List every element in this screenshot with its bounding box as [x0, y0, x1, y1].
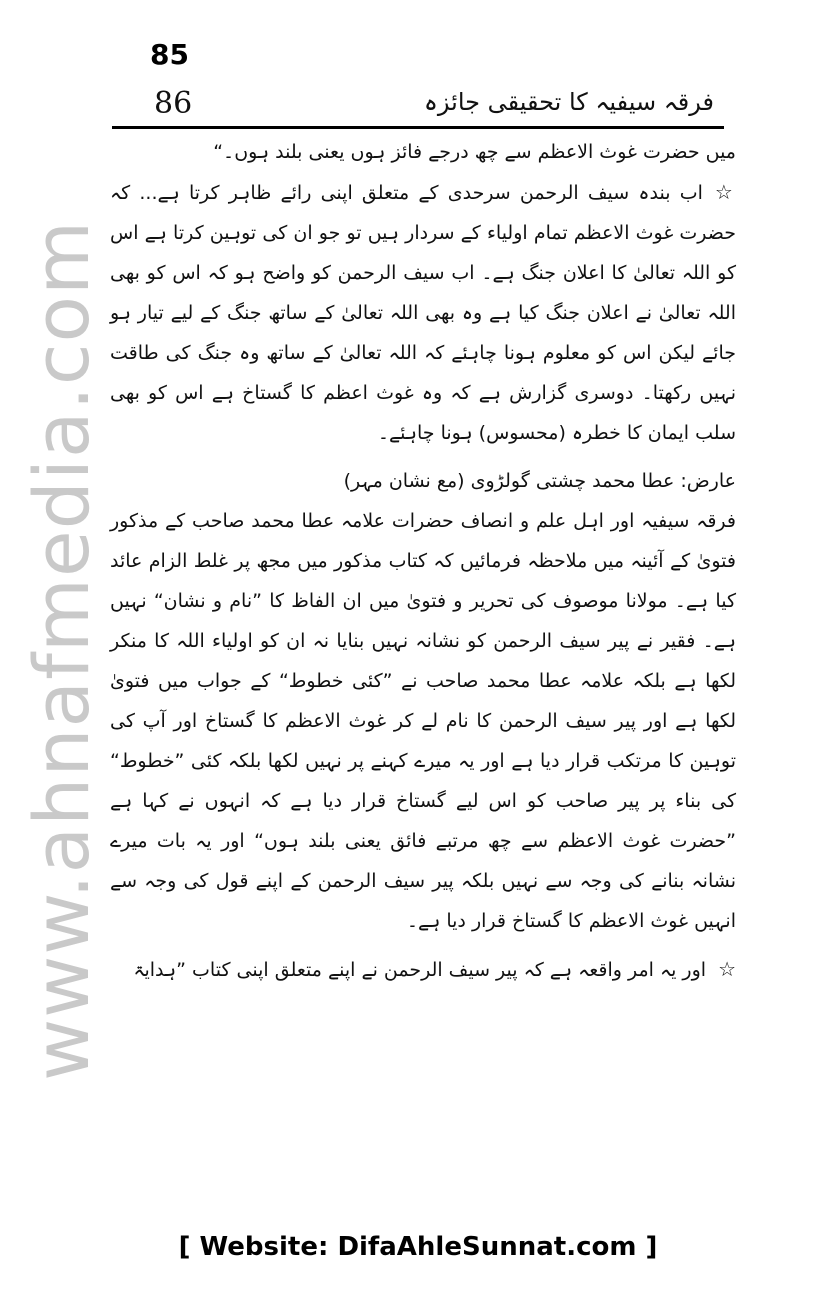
- star-icon: ☆: [718, 957, 736, 981]
- watermark-text: www.ahnafmedia.com: [17, 219, 107, 1081]
- running-title: فرقہ سیفیہ کا تحقیقی جائزہ: [423, 88, 714, 116]
- paragraph-3-text: اور یہ امر واقعہ ہے کہ پیر سیف الرحمن نے اپنے متعلق اپنی کتاب ”ہدایۃ: [133, 959, 707, 981]
- document-body: [110, 132, 736, 990]
- website-footer: [ Website: DifaAhleSunnat.com ]: [178, 1232, 658, 1262]
- paragraph-1-text: اب بندہ سیف الرحمن سرحدی کے متعلق اپنی رائے ظاہر کرتا ہے... کہ حضرت غوث الاعظم تمام اولیاء کے سردار ہیں تو جو ان کی توہین کرتا ہے اس کو اللہ تعالیٰ کا اعلان جنگ ہے۔ اب سیف الرحمن کو واضح ہو کہ اس کو بھی اللہ تعالیٰ نے اعلان جنگ کیا ہے وہ بھی اللہ تعالیٰ کے ساتھ جنگ کے لیے تیار ہو جائے لیکن اس کو معلوم ہونا چاہئے کہ اللہ تعالیٰ کے ساتھ وہ جنگ کی طاقت نہیں رکھتا۔ دوسری گزارش ہے کہ وہ غوث اعظم کا گستاخ ہے اس کو بھی سلب ایمان کا خطرہ (محسوس) ہونا چاہئے۔: [110, 182, 736, 444]
- paragraph-3: [110, 949, 736, 990]
- watermark: [12, 219, 112, 1081]
- paragraph-1: [110, 172, 736, 453]
- star-icon: ☆: [714, 180, 736, 204]
- header-page-number: 86: [154, 86, 193, 121]
- page-header: [112, 82, 724, 129]
- body-line-1: میں حضرت غوث الاعظم سے چھ درجے فائز ہوں یعنی بلند ہوں۔“: [213, 141, 736, 163]
- signature-line: عارض: عطا محمد چشتی گولڑوی (مع نشان مہر): [343, 470, 736, 492]
- paragraph-2: فرقہ سیفیہ اور اہل علم و انصاف حضرات علامہ عطا محمد صاحب کے مذکور فتویٰ کے آئینہ میں ملاحظہ فرمائیں کہ کتاب مذکور میں مجھ پر غلط الزام عائد کیا ہے۔ مولانا موصوف کی تحریر و فتویٰ میں ان الفاظ کا ”نام و نشان“ نہیں ہے۔ فقیر نے پیر سیف الرحمن کو نشانہ نہیں بنایا نہ ان کو اولیاء اللہ کا منکر لکھا ہے بلکہ علامہ عطا محمد صاحب نے ”کئی خطوط“ کے جواب میں فتویٰ لکھا ہے اور پیر سیف الرحمن کا نام لے کر غوث الاعظم کا گستاخ اور آپ کی توہین کا مرتکب قرار دیا ہے اور یہ میرے کہنے پر نہیں لکھا بلکہ کئی ”خطوط“ کی بناء پر پیر صاحب کو اس لیے گستاخ قرار دیا ہے کہ انہوں نے کہا ہے ”حضرت غوث الاعظم سے چھ مرتبے فائق یعنی بلند ہوں“ اور یہ بات میرے نشانہ بنانے کی وجہ سے نہیں بلکہ پیر سیف الرحمن کے اپنے قول کی وجہ سے انہیں غوث الاعظم کا گستاخ قرار دیا ہے۔: [110, 510, 736, 932]
- top-page-number: 85: [150, 38, 189, 71]
